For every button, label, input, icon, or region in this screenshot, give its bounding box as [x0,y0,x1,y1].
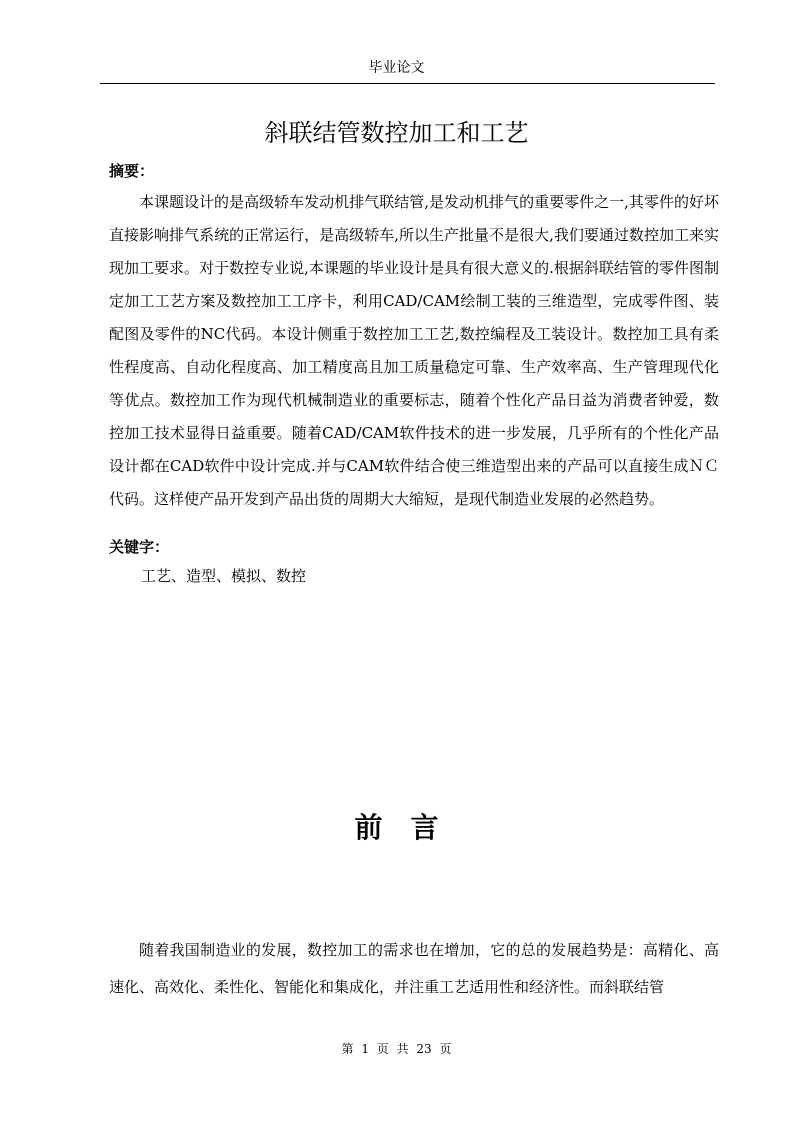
header-divider [100,83,715,84]
preface-body: 随着我国制造业的发展，数控加工的需求也在增加，它的总的发展趋势是：高精化、高速化、高效化、柔性化、智能化和集成化，并注重工艺适用性和经济性。而斜联结管 [109,941,719,996]
page-footer: 第 1 页 共 23 页 [341,1042,452,1056]
abstract-label: 摘要： [109,162,155,180]
keywords-text: 工艺、造型、模拟、数控 [141,567,307,585]
keywords-label: 关键字： [109,538,170,556]
abstract-body: 本课题设计的是高级轿车发动机排气联结管,是发动机排气的重要零件之一,其零件的好坏直接影响排气系统的正常运行，是高级轿车,所以生产批量不是很大,我们要通过数控加工来实现加工要求。对于数控专业说,本课题的毕业设计是具有很大意义的.根据斜联结管的零件图制定加工工艺方案及数控加工工序卡，利用CAD/CAM绘制工装的三维造型，完成零件图、装配图及零件的NC代码。本设计侧重于数控加工工艺,数控编程及工装设计。数控加工具有柔性程度高、自动化程度高、加工精度高且加工质量稳定可靠、生产效率高、生产管理现代化等优点。数控加工作为现代机械制造业的重要标志，随着个性化产品日益为消费者钟爱，数控加工技术显得日益重要。随着CAD/CAM软件技术的进一步发展，几乎所有的个性化产品设计都在CAD软件中设计完成.并与CAM软件结合使三维造型出来的产品可以直接生成ＮＣ代码。这样使产品开发到产品出货的周期大大缩短，是现代制造业发展的必然趋势。 [109,193,719,508]
page-header: 毕业论文 [368,60,425,76]
preface-heading: 前言 [354,811,467,844]
document-title: 斜联结管数控加工和工艺 [264,119,529,147]
